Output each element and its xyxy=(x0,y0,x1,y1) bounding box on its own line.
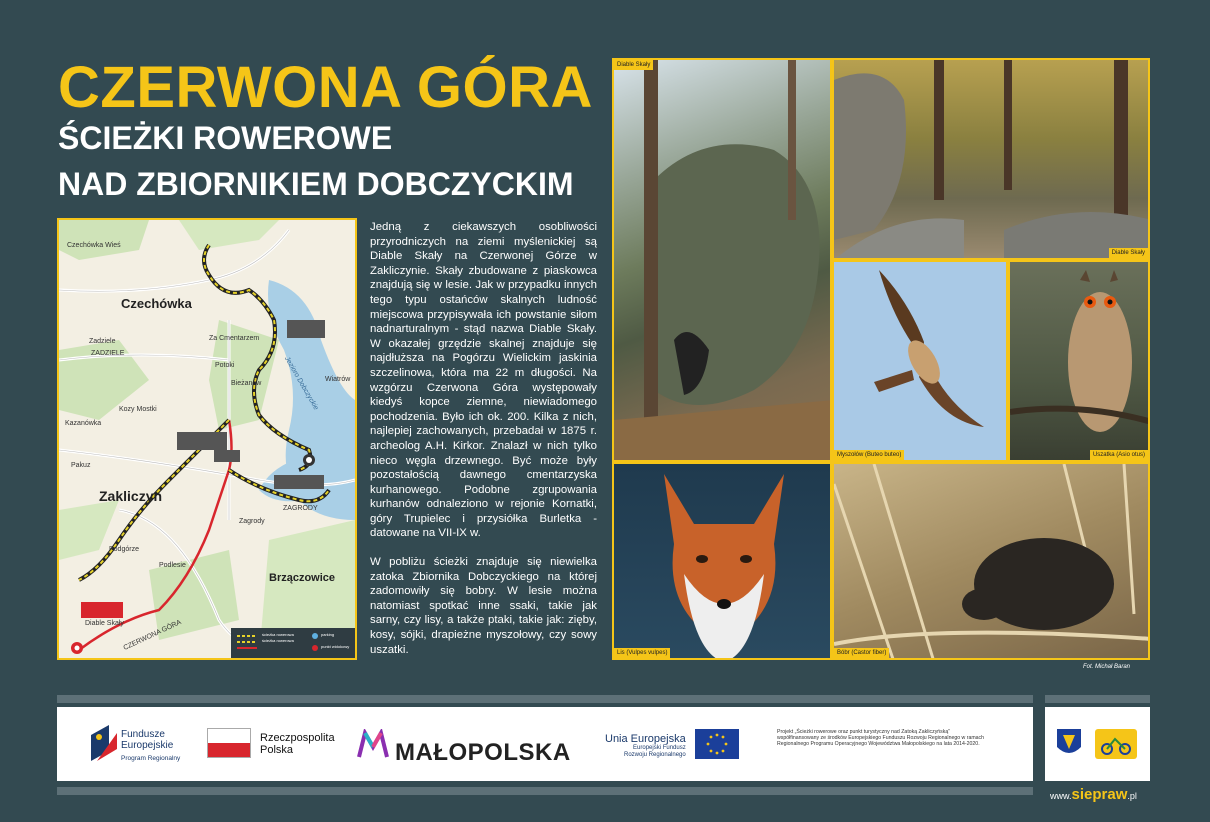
map-label: ZADZIELE xyxy=(91,350,125,357)
photo-diable-skaly-rock xyxy=(612,58,832,462)
map-label: Jezioro Dobczyckie xyxy=(283,355,320,412)
description-paragraph-2: W pobliżu ścieżki znajduje się niewielka zatoka Zbiornika Dobczyckiego na której zadomowiły się bobry. W lesie można natomiast spotkać inne ssaki, takie jak sarny, czy lisy, a także ptaki, takie jak: zięby, kosy, sójki, drapieżne myszołowy, czy sowy uszatki. xyxy=(370,556,597,656)
polish-flag-icon xyxy=(207,728,251,758)
map-label: Bieżanów xyxy=(231,380,262,387)
siepraw-coat-of-arms-icon xyxy=(1057,729,1081,759)
map-town-czechowka: Czechówka xyxy=(121,296,192,311)
malopolska-logo-icon xyxy=(357,729,389,759)
website-prefix: www. xyxy=(1050,791,1072,801)
website-url[interactable] xyxy=(1050,786,1137,803)
map-label: Diable Skały xyxy=(85,620,124,627)
map-label: Kazanówka xyxy=(65,420,102,427)
photo-caption: Uszatka (Asio otus) xyxy=(1090,450,1148,460)
map-label: Kozy Mostki xyxy=(119,406,157,413)
buzzard-graphic xyxy=(834,262,1008,462)
eu-flag-icon xyxy=(695,729,739,759)
map-label: ZAGRODY xyxy=(283,505,318,512)
fundusze-europejskie-logo-icon xyxy=(91,725,117,761)
map-label: Podgórze xyxy=(109,546,139,553)
description-paragraph-1: Jedną z ciekawszych osobliwości przyrodniczych na ziemi myślenickiej są Diable Skały na Czerwonej Górze w Zakliczynie. Skały zbudowane z piaskowca znajdują się w lesie. Jak w przypadku innych tego typu ostańców skalnych ludność miejscowa przypisywała ich powstanie siłom nadnarturalnym - stąd nazwa Diable Skały. W okazałej grzędzie skalnej znajduje się najdłuższa na Pogórzu Wielickim jaskinia szczelinowa, która ma 22 m długości. Na wzgórzu Czerwona Góra występowały kiedyś kopce ziemne, niewiadomego pochodzenia. Było ich ok. 200. Kilka z nich, najlepiej zachowanych, przebadał w 1875 r. archeolog A.H. Kirkor. Znalazł w nich tylko nieco węgla drzewnego. Być może były pozostałością dawnego cmentarzyska kurhanowego. Podobne zgrupowania kurhanów odnaleziono w rejonie Kornatki, góry Trupielec i przysiółka Burletka - datowane na VII-IX w. xyxy=(370,221,597,540)
page-subtitle-line1: ŚCIEŻKI ROWEROWE xyxy=(58,120,393,156)
page-title: CZERWONA GÓRA xyxy=(58,55,593,120)
legend-item: punkt widokowy xyxy=(321,644,350,649)
map-label: Potoki xyxy=(215,362,235,369)
map-label: Podlesie xyxy=(159,562,186,569)
forest-graphic xyxy=(834,60,1150,260)
map-label: Za Cmentarzem xyxy=(209,335,260,342)
photo-owl xyxy=(1008,260,1150,462)
fox-graphic xyxy=(614,464,832,660)
eu-text-block xyxy=(605,733,686,759)
legend-item: parking xyxy=(321,632,335,637)
map-label: Zagrody xyxy=(239,518,265,525)
photo-caption: Myszołów (Buteo buteo) xyxy=(834,450,904,460)
map-label: Pakuz xyxy=(71,462,91,469)
photo-caption: Lis (Vulpes vulpes) xyxy=(614,648,670,658)
description-text xyxy=(370,220,597,657)
map-graphic xyxy=(59,220,355,658)
photo-diable-skaly-forest xyxy=(832,58,1150,260)
fe-line3: Program Regionalny xyxy=(121,755,181,762)
eu-line1: Europejski Fundusz xyxy=(633,745,686,751)
map-town-brzaczowice: Brzączowice xyxy=(269,572,336,584)
photo-caption: Bóbr (Castor fiber) xyxy=(834,648,889,658)
eu-title: Unia Europejska xyxy=(605,733,686,745)
eu-line2: Rozwoju Regionalnego xyxy=(624,752,686,758)
beaver-graphic xyxy=(834,464,1150,660)
project-info: Projekt „Ścieżki rowerowe oraz punkt turystyczny nad Zatoką Zakliczyńską” współfinansowany ze środków Europejskiego Funduszu Rozwoju Regionalnego w ramach Regionalnego Programu Operacyjnego Województwa Małopolskiego na lata 2014-2020. xyxy=(777,729,985,748)
rock-graphic xyxy=(614,60,832,462)
footer-logos xyxy=(57,707,1033,781)
fe-line1: Fundusze xyxy=(121,729,165,740)
legend-item: ścieżka rowerowa xyxy=(262,632,294,637)
legend-item: ścieżka rowerowa xyxy=(262,638,294,643)
rp-line2: Polska xyxy=(260,744,294,756)
map-label: Czechówka Wieś xyxy=(67,242,121,249)
page-subtitle-line2: NAD ZBIORNIKIEM DOBCZYCKIM xyxy=(58,166,574,202)
map-label: Zadziele xyxy=(89,338,116,345)
trail-map xyxy=(57,218,357,660)
photo-fox xyxy=(612,462,832,660)
website-name: siepraw xyxy=(1071,786,1128,803)
divider-stripe xyxy=(57,787,1033,795)
photo-buzzard xyxy=(832,260,1008,462)
bike-route-logo-icon xyxy=(1095,729,1137,759)
divider-stripe xyxy=(57,695,1033,703)
map-town-zakliczyn: Zakliczyn xyxy=(99,488,163,504)
photo-caption: Diable Skały xyxy=(614,60,653,70)
rp-line1: Rzeczpospolita xyxy=(260,732,335,744)
photo-credit: Fot. Michał Baran xyxy=(1083,664,1131,670)
owl-graphic xyxy=(1010,262,1150,462)
footer-local-logos xyxy=(1045,707,1150,781)
website-suffix: .pl xyxy=(1127,791,1137,801)
photo-beaver xyxy=(832,462,1150,660)
fe-line2: Europejskie xyxy=(121,740,174,751)
photo-caption: Diable Skały xyxy=(1109,248,1148,258)
map-label: CZERWONA GÓRA xyxy=(122,619,183,652)
map-label: Wiatrów xyxy=(325,376,351,383)
divider-stripe xyxy=(1045,695,1150,703)
malopolska-text: MAŁOPOLSKA xyxy=(395,739,571,766)
